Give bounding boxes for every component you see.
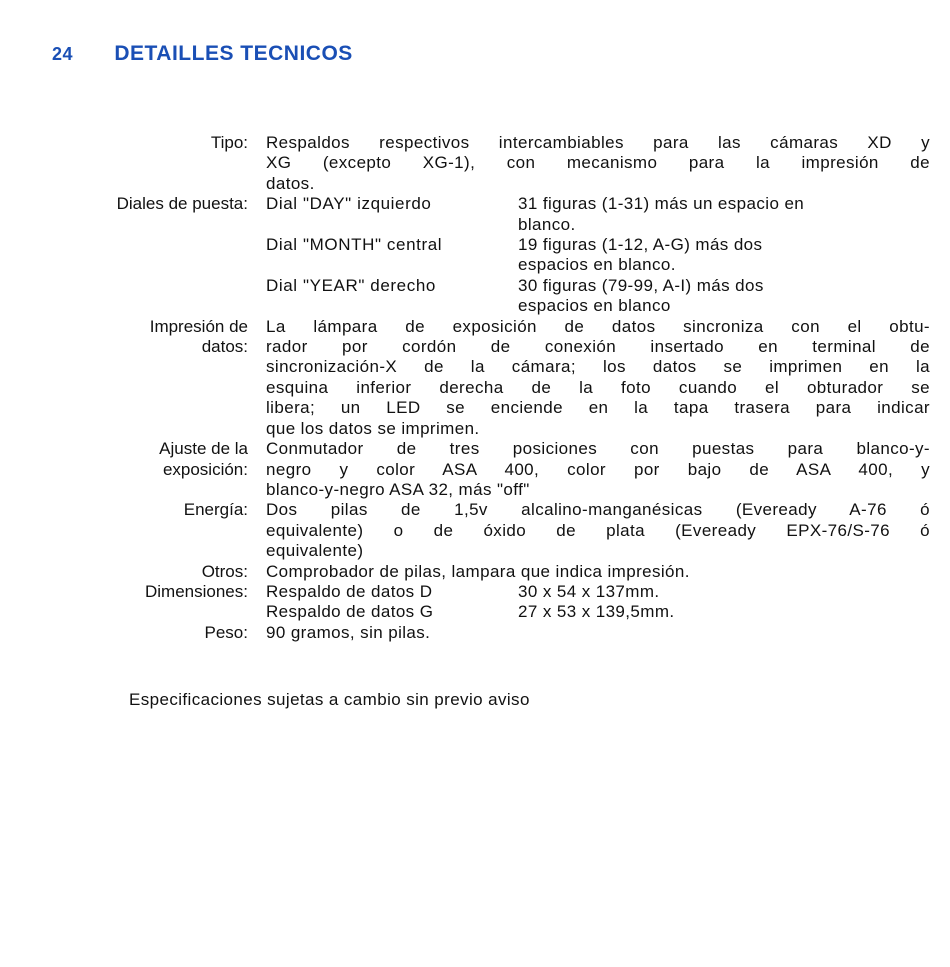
dimension-value: 30 x 54 x 137mm. bbox=[518, 581, 660, 601]
spec-value bbox=[266, 562, 930, 582]
spec-line: libera; un LED se enciende en la tapa trasera para indicar bbox=[266, 398, 930, 418]
spec-line: blanco-y-negro ASA 32, más "off" bbox=[266, 479, 530, 499]
spec-row-otros bbox=[40, 562, 930, 582]
spec-line: Conmutador de tres posiciones con puestas para blanco-y- bbox=[266, 439, 930, 459]
spec-line: Dos pilas de 1,5v alcalino-manganésicas (Eveready A-76 ó bbox=[266, 500, 930, 520]
spec-row-ajuste bbox=[40, 439, 930, 500]
spec-label: Peso: bbox=[204, 622, 248, 642]
spec-label: Ajuste de la exposición: bbox=[159, 439, 248, 479]
spec-label: Diales de puesta: bbox=[116, 194, 248, 214]
spec-value bbox=[266, 582, 930, 623]
dial-name: Dial "MONTH" central bbox=[266, 235, 443, 255]
dial-name: Dial "DAY" izquierdo bbox=[266, 194, 432, 214]
spec-line: equivalente) o de óxido de plata (Eveready EPX-76/S-76 ó bbox=[266, 520, 930, 540]
dimension-name: Respaldo de datos D bbox=[266, 581, 433, 601]
spec-value bbox=[266, 317, 930, 439]
spec-row-impresion bbox=[40, 317, 930, 439]
spec-line: datos. bbox=[266, 173, 315, 193]
dial-month bbox=[266, 235, 930, 276]
spec-label: Dimensiones: bbox=[145, 581, 248, 601]
spec-value bbox=[266, 194, 930, 316]
dimension-d bbox=[266, 582, 930, 602]
spec-row-tipo bbox=[40, 133, 930, 194]
dimension-g bbox=[266, 602, 930, 622]
spec-line: 90 gramos, sin pilas. bbox=[266, 622, 431, 642]
spec-line: negro y color ASA 400, color por bajo de ASA 400, y bbox=[266, 459, 930, 479]
spec-row-dimensiones bbox=[40, 582, 930, 623]
page-title: DETAILLES TECNICOS bbox=[114, 42, 353, 65]
spec-value bbox=[266, 623, 930, 643]
page-number: 24 bbox=[52, 44, 74, 64]
spec-table bbox=[40, 133, 930, 643]
spec-value bbox=[266, 439, 930, 500]
spec-line: esquina inferior derecha de la foto cuando el obturador se bbox=[266, 377, 930, 397]
spec-label: Otros: bbox=[201, 561, 248, 581]
spec-label: Impresión de datos: bbox=[149, 316, 248, 357]
spec-line: Respaldos respectivos intercambiables para las cámaras XD y bbox=[266, 133, 930, 152]
spec-line: La lámpara de exposición de datos sincroniza con el obtu- bbox=[266, 316, 930, 336]
spec-line: XG (excepto XG-1), con mecanismo para la impresión de bbox=[266, 153, 930, 173]
spec-line: rador por cordón de conexión insertado en terminal de bbox=[266, 337, 930, 357]
dimension-value: 27 x 53 x 139,5mm. bbox=[518, 602, 675, 622]
dial-year bbox=[266, 276, 930, 317]
spec-line: equivalente) bbox=[266, 541, 364, 561]
dial-name: Dial "YEAR" derecho bbox=[266, 275, 436, 295]
dial-description: 19 figuras (1-12, A-G) más dos espacios en blanco. bbox=[518, 235, 763, 275]
page-header bbox=[52, 42, 353, 66]
spec-label: Tipo: bbox=[210, 133, 248, 152]
spec-row-energia bbox=[40, 500, 930, 561]
spec-row-diales bbox=[40, 194, 930, 316]
spec-line: Comprobador de pilas, lampara que indica impresión. bbox=[266, 561, 690, 581]
spec-label: Energía: bbox=[183, 500, 248, 520]
dial-description: 31 figuras (1-31) más un espacio en blanco. bbox=[518, 194, 805, 234]
spec-value bbox=[266, 500, 930, 561]
dial-day bbox=[266, 194, 930, 235]
dimension-name: Respaldo de datos G bbox=[266, 602, 434, 622]
spec-value bbox=[266, 133, 930, 194]
spec-line: sincronización-X de la cámara; los datos se imprimen en la bbox=[266, 357, 930, 377]
dial-description: 30 figuras (79-99, A-I) más dos espacios en blanco bbox=[518, 275, 764, 316]
spec-line: que los datos se imprimen. bbox=[266, 418, 480, 438]
footer-note: Especificaciones sujetas a cambio sin previo aviso bbox=[129, 690, 530, 709]
spec-row-peso bbox=[40, 623, 930, 643]
